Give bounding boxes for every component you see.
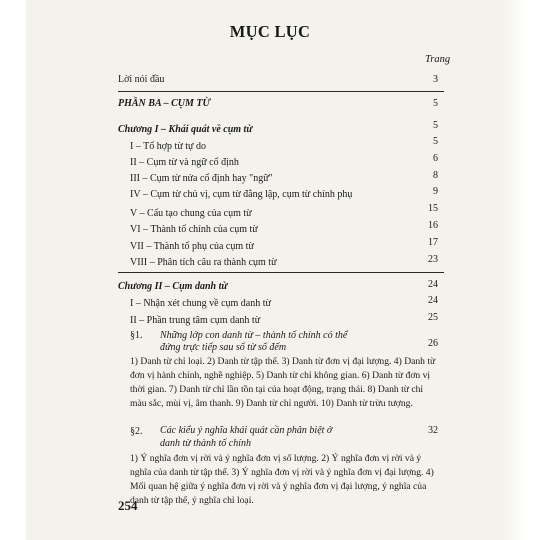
toc-item: VI – Thành tố chính của cụm từ (130, 224, 258, 235)
section-description: 1) Ý nghĩa đơn vị rời và ý nghĩa đơn vị số lượng. 2) Ý nghĩa đơn vị rời và ý nghĩa của danh từ tập thể. 3) Ý nghĩa đơn vị rời và ý nghĩa đơn vị đại lượng. 4) Mối quan hệ giữa ý nghĩa đơn vị rời và ý nghĩa đơn vị đại lượng, ý nghĩa của danh từ tập thể, ý nghĩa chỉ loại. (130, 453, 434, 506)
toc-item: VIII – Phân tích câu ra thành cụm từ (130, 257, 277, 268)
toc-item: I – Nhận xét chung về cụm danh từ (130, 298, 271, 309)
toc-page-preface: 3 (433, 74, 438, 85)
toc-item: I – Tổ hợp từ tự do (130, 141, 206, 152)
page-number: 254 (118, 498, 138, 513)
toc-item-page: 16 (428, 220, 438, 231)
divider (118, 272, 444, 273)
toc-item-page: 25 (428, 312, 438, 323)
toc-item: VII – Thành tố phụ của cụm từ (130, 241, 254, 252)
section-heading: Các kiểu ý nghĩa khái quát cần phân biệt ở (160, 425, 333, 436)
toc-item-page: 6 (433, 153, 438, 164)
section-marker: §1. (130, 330, 143, 341)
toc-part-heading: PHẦN BA – CỤM TỪ (118, 98, 211, 109)
section-heading-cont: danh từ thành tố chính (160, 438, 252, 449)
section-page: 32 (428, 425, 438, 436)
toc-chapter-2-page: 24 (428, 279, 438, 290)
toc-item-page: 5 (433, 136, 438, 147)
page-title: MỤC LỤC (229, 22, 311, 41)
section-heading-cont: đứng trực tiếp sau số từ số đếm (160, 342, 287, 353)
toc-part-page: 5 (433, 98, 438, 109)
toc-item: III – Cụm từ nửa cố định hay "ngữ" (130, 173, 273, 184)
toc-item: II – Phần trung tâm cụm danh từ (130, 315, 261, 326)
toc-chapter-1-page: 5 (433, 120, 438, 131)
section-description: 1) Danh từ chỉ loại. 2) Danh từ tập thể. 3) Danh từ đơn vị đại lượng. 4) Danh từ đơn vị hành chính, nghề nghiệp. 5) Danh từ chỉ không gian. 6) Danh từ đơn vị thời gian. 7) Danh từ chỉ lần tồn tại của hoạt động, trạng thái. 8) Danh từ chỉ màu sắc, mùi vị, âm thanh. 9) Danh từ chỉ người. 10) Danh từ trừu tượng. (130, 356, 436, 409)
toc-item: II – Cụm từ và ngữ cố định (130, 157, 239, 168)
divider (118, 91, 444, 92)
toc-item: V – Cấu tạo chung của cụm từ (130, 208, 252, 219)
toc-item-page: 17 (428, 237, 438, 248)
toc-item-page: 15 (428, 203, 438, 214)
toc-chapter-1: Chương I – Khái quát về cụm từ (118, 124, 253, 135)
section-marker: §2. (130, 426, 143, 437)
toc-chapter-2: Chương II – Cụm danh từ (118, 281, 228, 292)
section-page: 26 (428, 338, 438, 349)
toc-entry-preface: Lời nói đầu (118, 74, 165, 85)
toc-item-page: 23 (428, 254, 438, 265)
toc-item-page: 9 (433, 186, 438, 197)
section-heading: Những lớp con danh từ – thành tố chính có thể (160, 330, 348, 341)
toc-item-page: 24 (428, 295, 438, 306)
page-column-header: Trang (425, 54, 451, 65)
toc-item-page: 8 (433, 170, 438, 181)
toc-item: IV – Cụm từ chủ vị, cụm từ đẳng lập, cụm từ chính phụ (130, 189, 353, 200)
